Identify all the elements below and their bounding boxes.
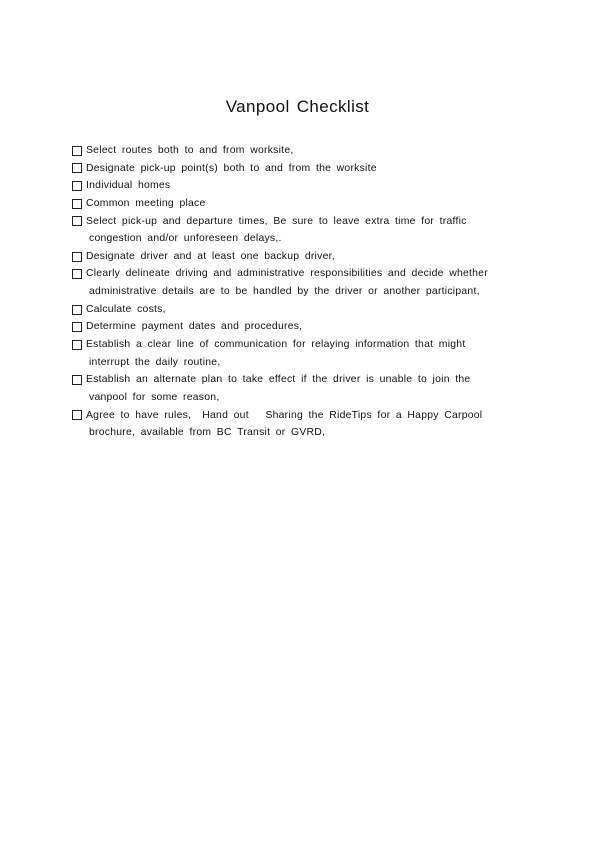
- checklist-item-continuation: vanpool for some reason,: [89, 391, 220, 403]
- checkbox-icon: [72, 163, 82, 173]
- checklist-item-first-line: [72, 195, 522, 213]
- checklist-item-text: Clearly delineate driving and administrative responsibilities and decide whether: [86, 268, 488, 280]
- checklist-item: [72, 407, 522, 442]
- checkbox-icon: [72, 216, 82, 226]
- checkbox-icon: [72, 340, 82, 350]
- checklist-item-first-line: [72, 301, 522, 319]
- page-title: Vanpool Checklist: [225, 97, 370, 116]
- checklist-item-first-line: [72, 336, 522, 354]
- checkbox-icon: [72, 410, 82, 420]
- checklist-item-text: Designate pick-up point(s) both to and from the worksite: [86, 162, 377, 174]
- checklist-item-text: Individual homes: [86, 180, 171, 192]
- checklist-item: [72, 177, 522, 195]
- checkbox-icon: [72, 322, 82, 332]
- checklist-item: [72, 160, 522, 178]
- checklist-item-first-line: [72, 213, 522, 231]
- checkbox-icon: [72, 181, 82, 191]
- checklist-item-first-line: [72, 371, 522, 389]
- checklist-item: [72, 213, 522, 248]
- checkbox-icon: [72, 375, 82, 385]
- checklist-item-first-line: [72, 265, 522, 283]
- checklist-item-text: Establish an alternate plan to take effect if the driver is unable to join the: [86, 374, 471, 386]
- checklist-item-continuation: brochure, available from BC Transit or GVRD,: [89, 427, 326, 439]
- checklist-item-first-line: [72, 177, 522, 195]
- checklist-item-text: Determine payment dates and procedures,: [86, 321, 303, 333]
- checkbox-icon: [72, 252, 82, 262]
- checklist-item-first-line: [72, 142, 522, 160]
- checklist-item-text: Select pick-up and departure times, Be sure to leave extra time for traffic: [86, 215, 467, 227]
- checklist-item-first-line: [72, 407, 522, 425]
- checklist-item: [72, 195, 522, 213]
- checklist-item: [72, 371, 522, 406]
- checklist-item-text: Calculate costs,: [86, 303, 166, 315]
- checklist-item-first-line: [72, 248, 522, 266]
- checklist-item-first-line: [72, 160, 522, 178]
- checklist-item: [72, 336, 522, 371]
- checklist: [72, 142, 522, 442]
- checklist-item-continuation: congestion and/or unforeseen delays,.: [89, 233, 282, 245]
- checklist-item: [72, 142, 522, 160]
- checklist-item-first-line: [72, 318, 522, 336]
- checklist-item-text: Establish a clear line of communication for relaying information that might: [86, 339, 466, 351]
- checklist-item: [72, 301, 522, 319]
- checklist-item-continuation: administrative details are to be handled by the driver or another participant,: [89, 286, 480, 298]
- checklist-item-text: Agree to have rules, Hand out Sharing the RideTips for a Happy Carpool: [86, 409, 483, 421]
- checkbox-icon: [72, 305, 82, 315]
- checkbox-icon: [72, 269, 82, 279]
- checklist-item: [72, 248, 522, 266]
- checkbox-icon: [72, 199, 82, 209]
- checklist-item-continuation: interrupt the daily routine,: [89, 356, 221, 368]
- checkbox-icon: [72, 146, 82, 156]
- checklist-item: [72, 318, 522, 336]
- checklist-item-text: Designate driver and at least one backup driver,: [86, 250, 335, 262]
- checklist-item-text: Common meeting place: [86, 197, 206, 209]
- checklist-item-text: Select routes both to and from worksite,: [86, 145, 294, 156]
- checklist-item: [72, 265, 522, 300]
